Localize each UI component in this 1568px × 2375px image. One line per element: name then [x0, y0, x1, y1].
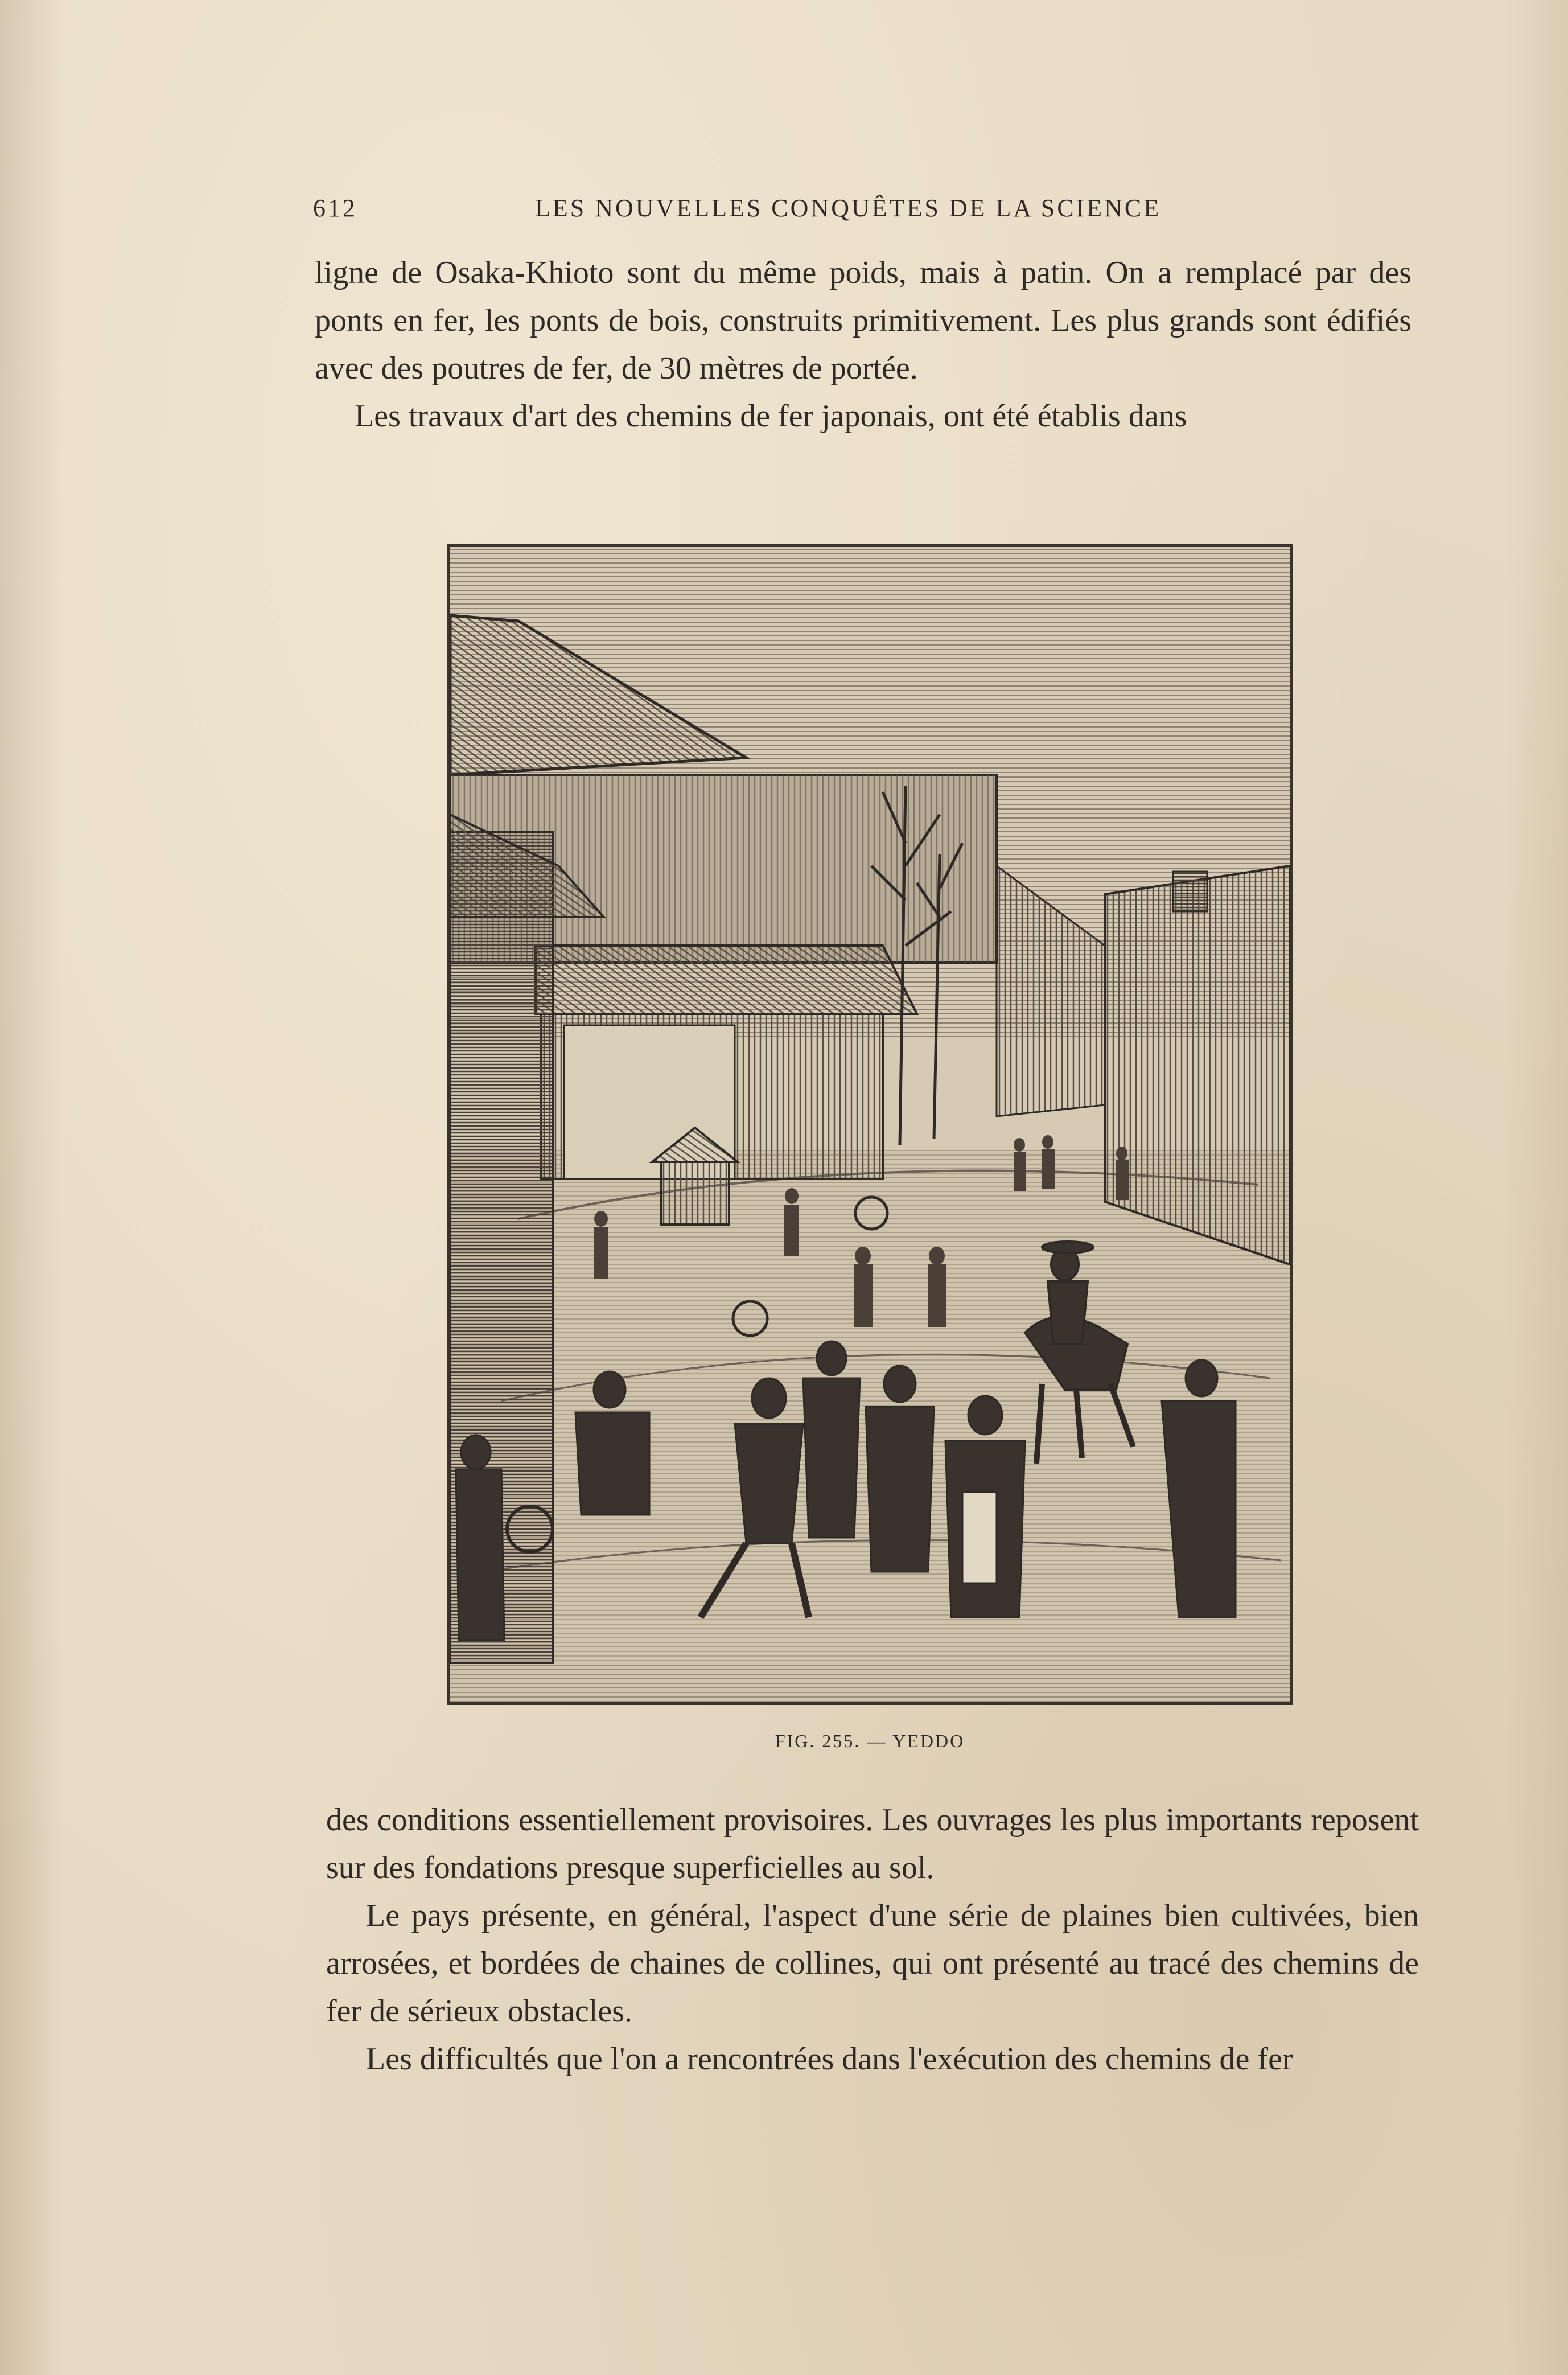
paragraph: Le pays présente, en général, l'aspect d'une série de plaines bien cultivées, bien arrosées, et bordées de chaines de collines, qui ont présenté au tracé des chemins de fer de sérieux obstacles. [326, 1898, 1419, 2029]
bottom-text-block [326, 1796, 1419, 2083]
paragraph: Les difficultés que l'on a rencontrées dans l'exécution des chemins de fer [366, 2041, 1293, 2077]
running-title: LES NOUVELLES CONQUÊTES DE LA SCIENCE [535, 194, 1162, 222]
paragraph: des conditions essentiellement provisoires. Les ouvrages les plus importants reposent sur des fondations presque superficielles au sol. [326, 1802, 1419, 1885]
street-scene-engraving [450, 547, 1290, 1702]
shrine [661, 1162, 729, 1225]
paragraph: Les travaux d'art des chemins de fer japonais, ont été établis dans [355, 398, 1187, 434]
engraving-illustration [447, 544, 1293, 1705]
right-buildings [1105, 866, 1290, 1264]
top-text-block [315, 249, 1411, 440]
running-head [313, 194, 1411, 233]
paragraph: ligne de Osaka-Khioto sont du même poids, mais à patin. On a remplacé par des ponts en fer, les ponts de bois, construits primitivement. Les plus grands sont édifiés avec des poutres de fer, de 30 mètres de portée. [315, 255, 1411, 386]
figure-caption: FIG. 255. — YEDDO [775, 1731, 965, 1751]
page-number: 612 [313, 194, 357, 222]
awning [536, 946, 917, 1014]
